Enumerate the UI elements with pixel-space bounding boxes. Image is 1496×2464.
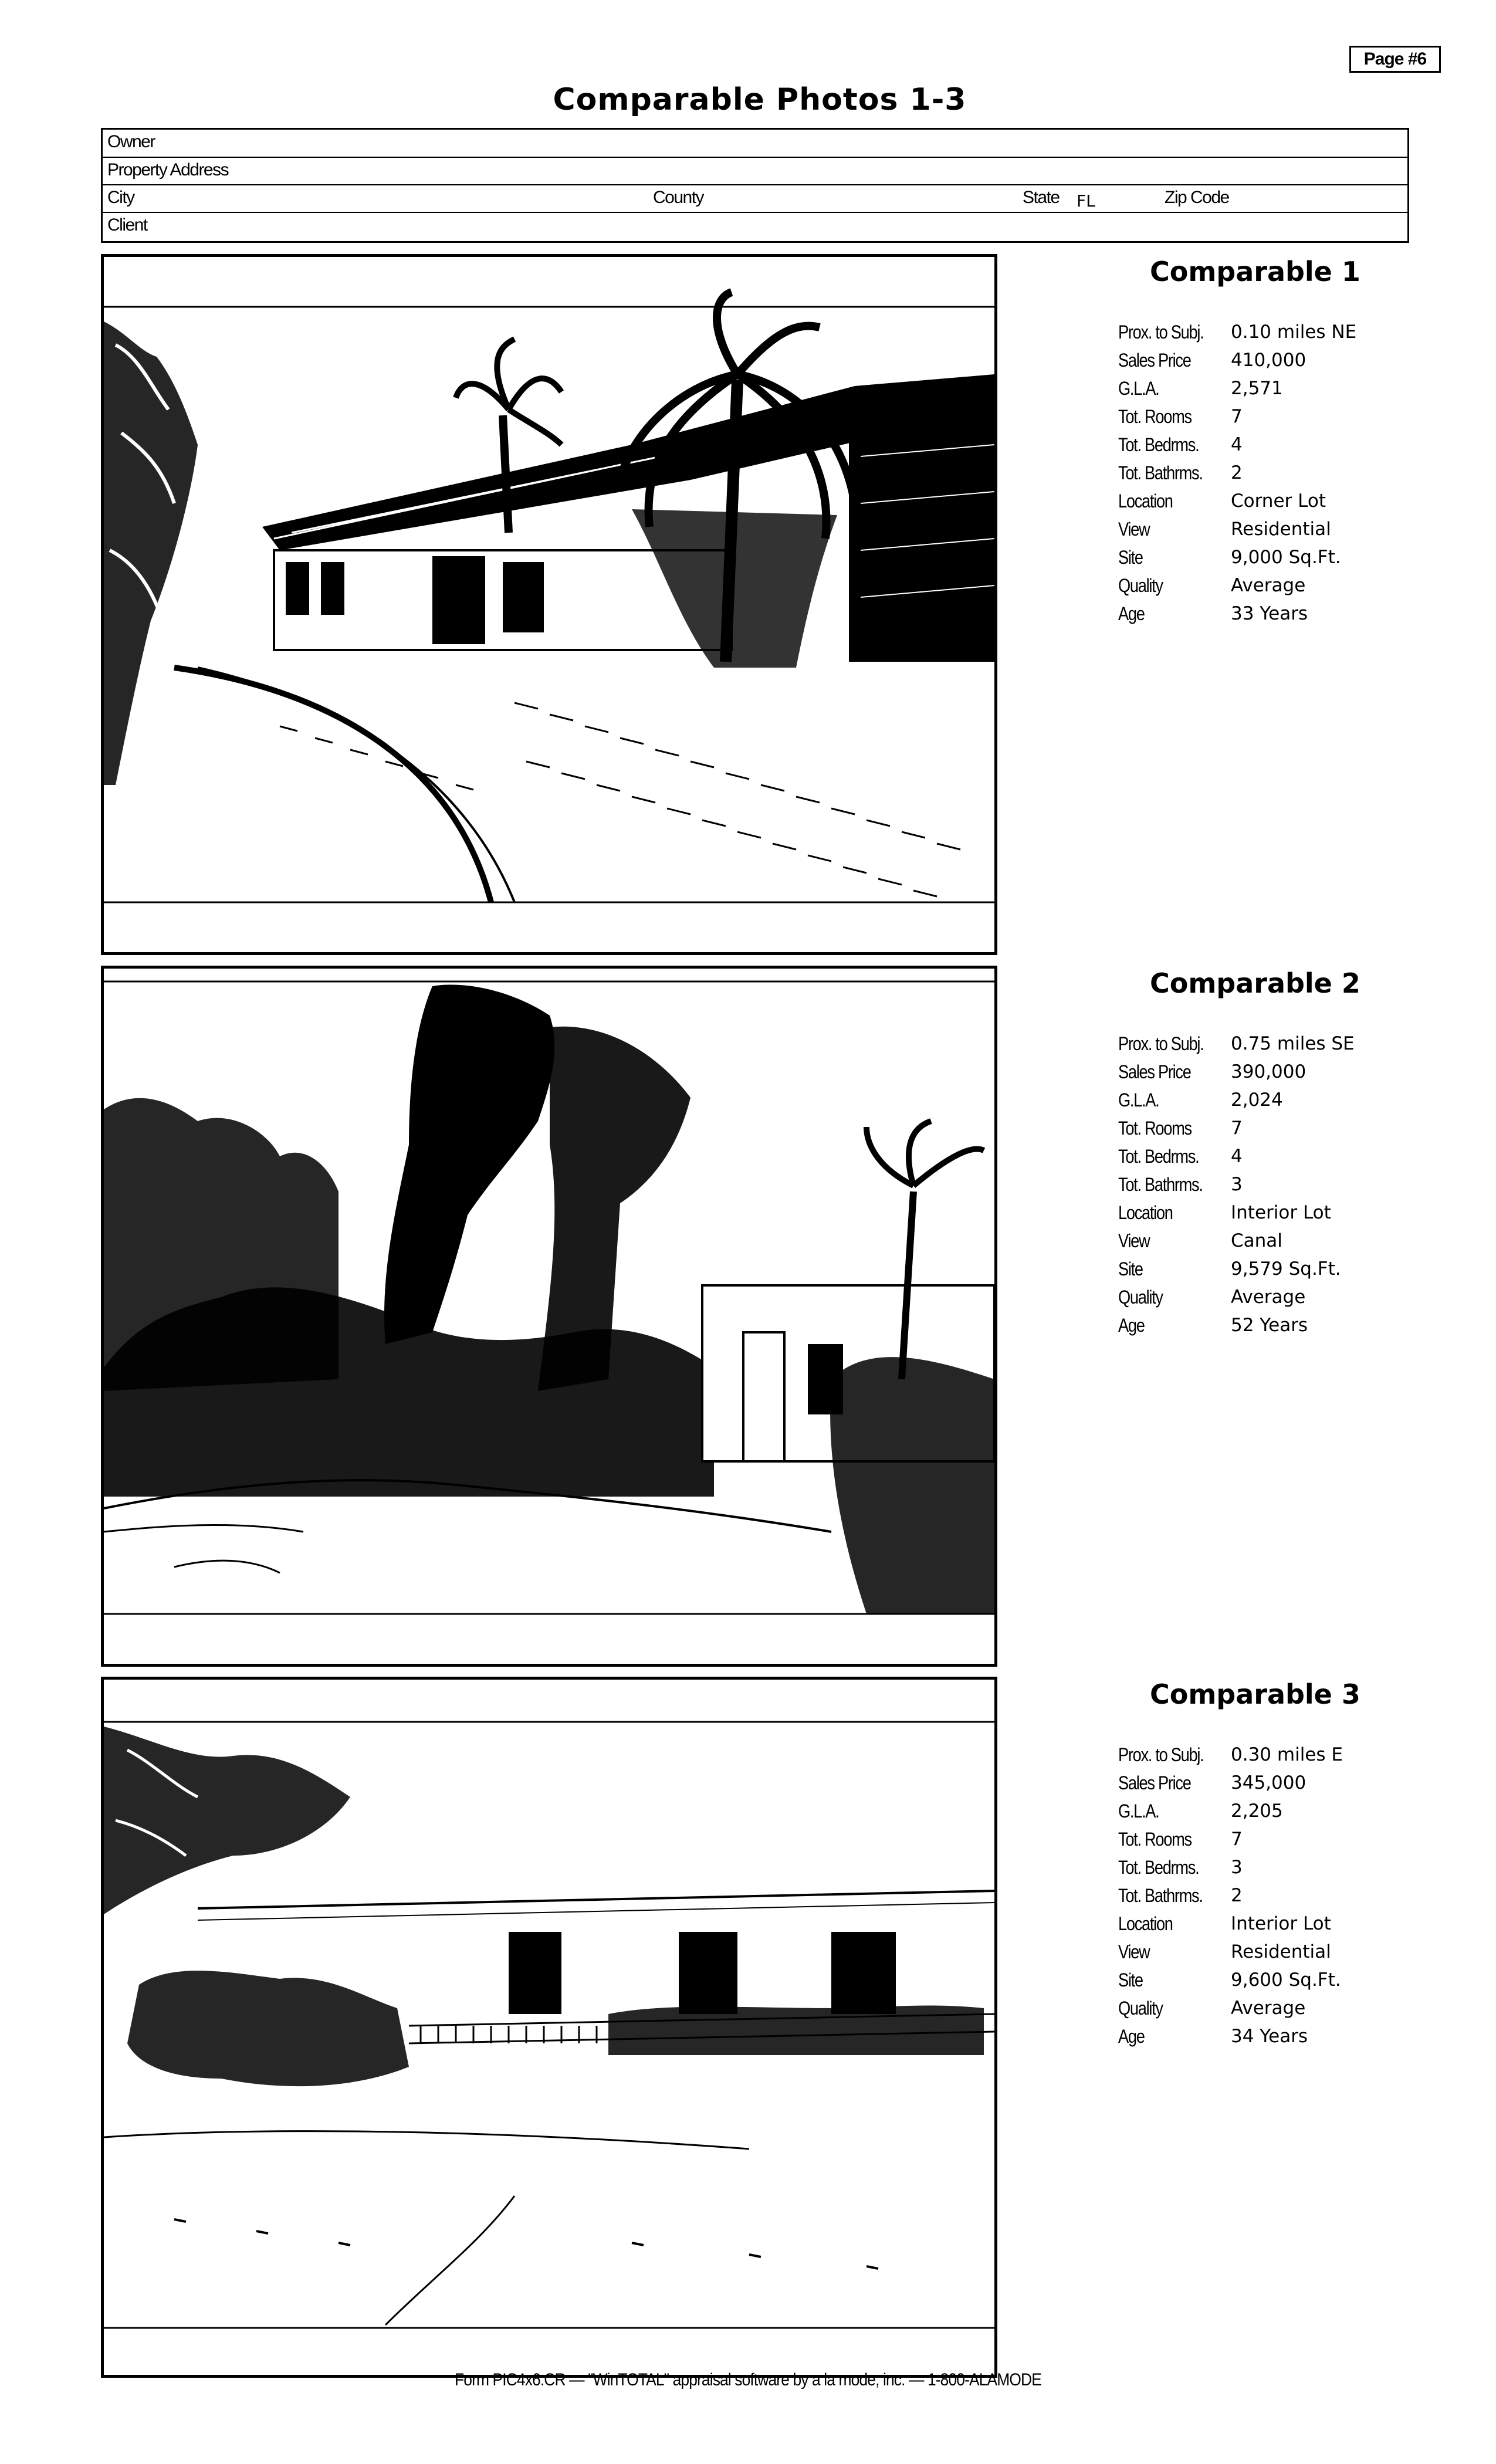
bathrms-value: 3 [1231, 1174, 1243, 1195]
bedrms-value: 4 [1231, 434, 1243, 455]
view-value: Canal [1231, 1230, 1282, 1251]
gla-value: 2,571 [1231, 378, 1283, 399]
bedrms-label: Tot. Bedrms. [1118, 1146, 1199, 1167]
bathrms-value: 2 [1231, 462, 1243, 483]
state-label: State [1023, 188, 1060, 207]
bedrms-label: Tot. Bedrms. [1118, 434, 1199, 455]
prox-label: Prox. to Subj. [1118, 321, 1204, 343]
page-number: Page #6 [1349, 46, 1441, 73]
bathrms-label: Tot. Bathrms. [1118, 1174, 1203, 1195]
prox-value: 0.75 miles SE [1231, 1033, 1355, 1054]
owner-row [103, 130, 1407, 158]
comparable-1-photo [101, 254, 997, 955]
gla-label: G.L.A. [1118, 378, 1159, 399]
comparable-3-photo [101, 1677, 997, 2378]
client-row [103, 213, 1407, 241]
address-row [103, 158, 1407, 185]
price-label: Sales Price [1118, 350, 1191, 371]
gla-value: 2,024 [1231, 1089, 1283, 1111]
comparable-1-image [104, 257, 994, 952]
prox-label: Prox. to Subj. [1118, 1033, 1204, 1054]
rooms-value: 7 [1231, 1118, 1243, 1139]
quality-value: Average [1231, 1998, 1306, 2019]
client-label: Client [107, 215, 147, 235]
age-label: Age [1118, 1315, 1145, 1336]
site-value: 9,000 Sq.Ft. [1231, 547, 1341, 568]
comparable-2-title: Comparable 2 [1150, 967, 1360, 999]
view-label: View [1118, 1230, 1150, 1251]
city-label: City [107, 188, 134, 207]
age-value: 34 Years [1231, 2026, 1308, 2047]
view-value: Residential [1231, 519, 1331, 540]
site-label: Site [1118, 1969, 1143, 1991]
location-value: Corner Lot [1231, 490, 1326, 512]
bedrms-value: 3 [1231, 1857, 1243, 1878]
location-label: Location [1118, 490, 1173, 512]
city-row [103, 185, 1407, 213]
rooms-value: 7 [1231, 406, 1243, 427]
prox-label: Prox. to Subj. [1118, 1744, 1204, 1765]
age-label: Age [1118, 2026, 1145, 2047]
price-value: 345,000 [1231, 1772, 1307, 1793]
site-label: Site [1118, 1258, 1143, 1280]
form-footer: Form PIC4x6.CR — "WinTOTAL" appraisal software by a la mode, inc. — 1-800-ALAMODE [455, 2370, 1041, 2389]
comparable-3-image [104, 1680, 994, 2375]
view-value: Residential [1231, 1941, 1331, 1962]
rooms-label: Tot. Rooms [1118, 1829, 1192, 1850]
gla-label: G.L.A. [1118, 1800, 1159, 1822]
prox-value: 0.30 miles E [1231, 1744, 1343, 1765]
comparable-2-photo [101, 966, 997, 1667]
price-value: 390,000 [1231, 1061, 1307, 1082]
location-value: Interior Lot [1231, 1202, 1331, 1223]
quality-value: Average [1231, 1287, 1306, 1308]
gla-value: 2,205 [1231, 1800, 1283, 1822]
zip-code-label: Zip Code [1165, 188, 1229, 207]
rooms-value: 7 [1231, 1829, 1243, 1850]
comparable-2-image [104, 969, 994, 1664]
bathrms-value: 2 [1231, 1885, 1243, 1906]
location-value: Interior Lot [1231, 1913, 1331, 1934]
bedrms-label: Tot. Bedrms. [1118, 1857, 1199, 1878]
site-value: 9,579 Sq.Ft. [1231, 1258, 1341, 1280]
quality-label: Quality [1118, 1998, 1163, 2019]
view-label: View [1118, 1941, 1150, 1962]
site-label: Site [1118, 547, 1143, 568]
bedrms-value: 4 [1231, 1146, 1243, 1167]
prox-value: 0.10 miles NE [1231, 321, 1357, 343]
location-label: Location [1118, 1913, 1173, 1934]
price-value: 410,000 [1231, 350, 1307, 371]
comparable-1-title: Comparable 1 [1150, 256, 1360, 287]
view-label: View [1118, 519, 1150, 540]
county-label: County [653, 188, 704, 207]
owner-label: Owner [107, 132, 155, 151]
site-value: 9,600 Sq.Ft. [1231, 1969, 1341, 1991]
price-label: Sales Price [1118, 1061, 1191, 1082]
location-label: Location [1118, 1202, 1173, 1223]
gla-label: G.L.A. [1118, 1089, 1159, 1111]
property-address-label: Property Address [107, 160, 229, 180]
bathrms-label: Tot. Bathrms. [1118, 1885, 1203, 1906]
rooms-label: Tot. Rooms [1118, 1118, 1192, 1139]
age-value: 52 Years [1231, 1315, 1308, 1336]
bathrms-label: Tot. Bathrms. [1118, 462, 1203, 483]
quality-label: Quality [1118, 1287, 1163, 1308]
quality-value: Average [1231, 575, 1306, 596]
subject-header-table [101, 128, 1409, 243]
state-value: FL [1077, 191, 1095, 211]
quality-label: Quality [1118, 575, 1163, 596]
price-label: Sales Price [1118, 1772, 1191, 1793]
page-title: Comparable Photos 1-3 [553, 82, 967, 117]
rooms-label: Tot. Rooms [1118, 406, 1192, 427]
age-value: 33 Years [1231, 603, 1308, 624]
age-label: Age [1118, 603, 1145, 624]
comparable-3-title: Comparable 3 [1150, 1678, 1360, 1710]
